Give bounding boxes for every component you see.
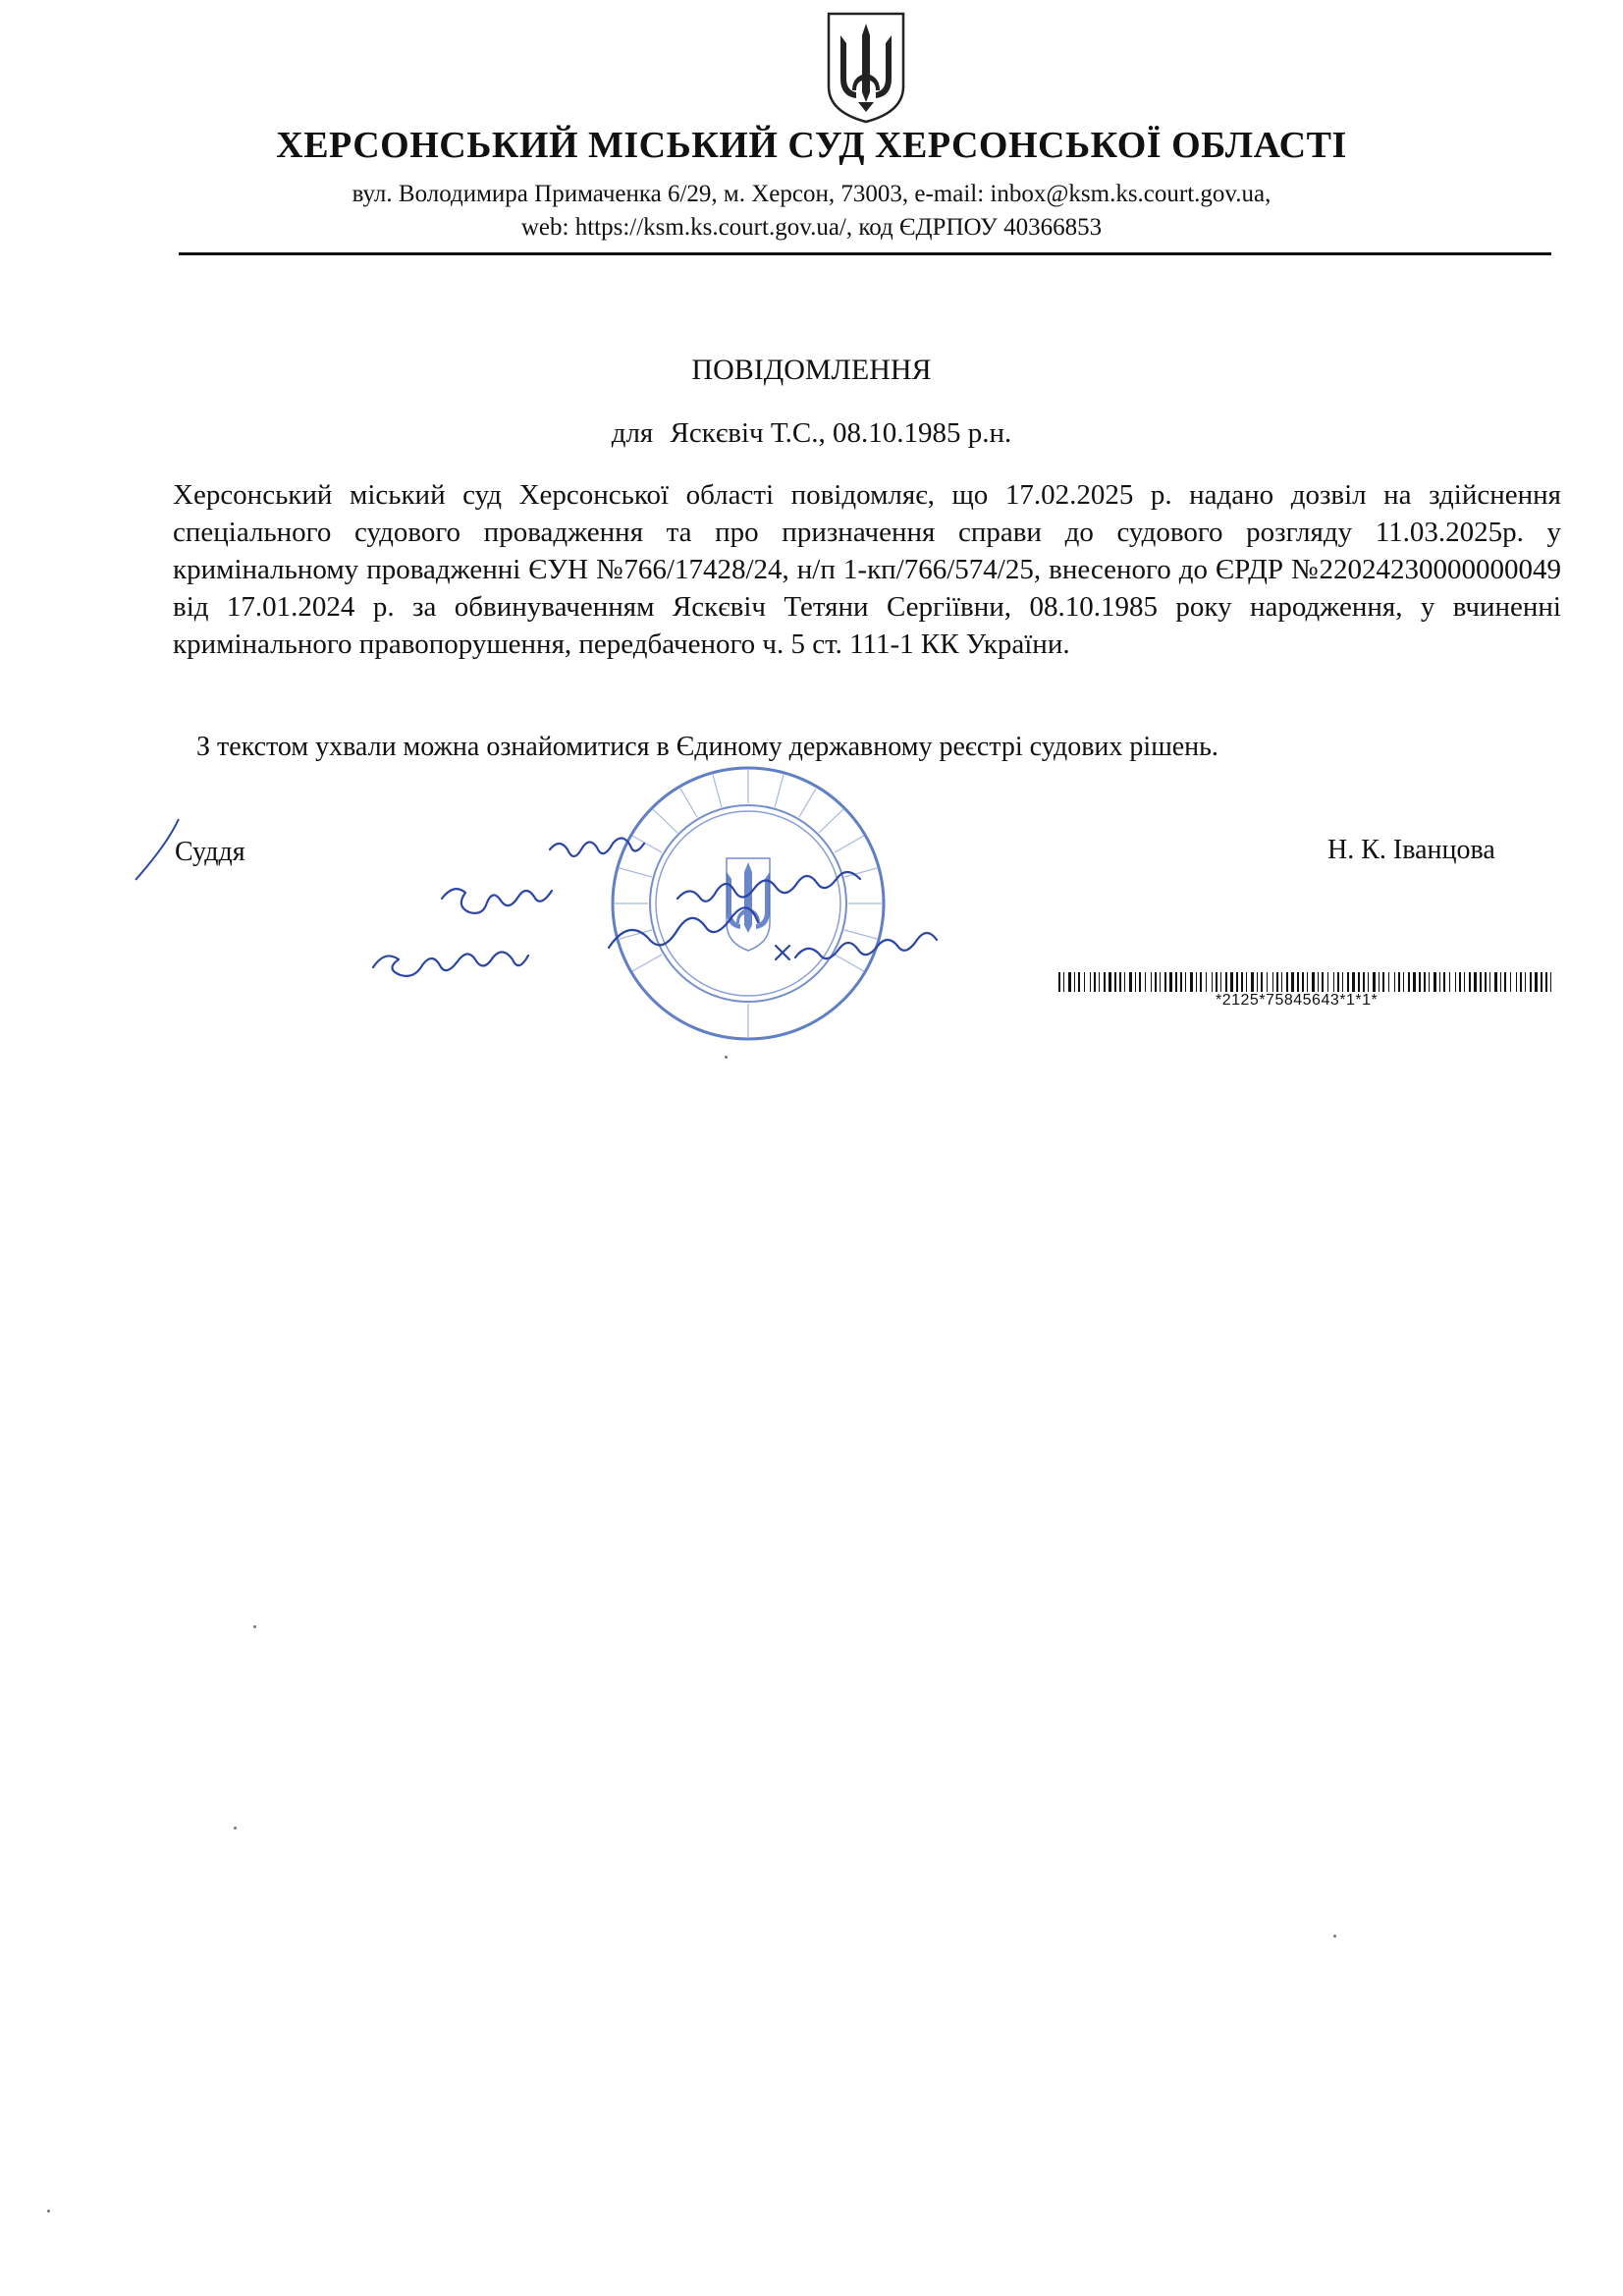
barcode-bar: [1388, 972, 1389, 992]
barcode-bar: [1078, 972, 1080, 992]
barcode-bar: [1403, 972, 1404, 992]
barcode-bar: [1145, 972, 1146, 992]
barcode-bar: [1413, 972, 1416, 992]
barcode-bar: [1058, 972, 1060, 992]
barcode-bar: [1063, 972, 1064, 992]
barcode-bar: [1449, 972, 1450, 992]
barcode-bar: [1175, 972, 1177, 992]
barcode-bar: [1489, 972, 1490, 992]
barcode-number: *2125*75845643*1*1*: [1216, 992, 1379, 1009]
barcode-bar: [1434, 972, 1436, 992]
court-address: вул. Володимира Примаченка 6/29, м. Херсон, 73003, e-mail: inbox@ksm.ks.court.gov.ua,: [352, 181, 1271, 207]
barcode-bar: [1169, 972, 1172, 992]
recipient-prefix: для: [611, 417, 654, 449]
judge-role: Суддя: [175, 837, 245, 867]
barcode-bar: [1135, 972, 1136, 992]
barcode-bar: [1545, 972, 1547, 992]
barcode-bar: [1155, 972, 1157, 992]
notice-body: Херсонський міський суд Херсонської області повідомляє, що 17.02.2025 р. надано дозвіл на здійснення спеціального судового провадження та про призначення справи до судового розгляду 11.03.2025р. у кримінальному провадженні ЄУН №766/17428/24, н/п 1-кп/766/574/25, внесеного до ЄРДР №22024230000000049 від 17.01.2024 р. за обвинуваченням Яскєвіч Тетяни Сергіївни, 08.10.1985 року народження, у вчиненні кримінального правопорушення, передбаченого ч. 5 ст. 111-1 КК України.: [173, 479, 1561, 660]
barcode-bar: [1074, 972, 1075, 992]
barcode-bar: [1094, 972, 1096, 992]
barcode-bar: [1212, 972, 1213, 992]
court-web-code: web: https://ksm.ks.court.gov.ua/, код ЄДРПОУ 40366853: [520, 214, 1103, 241]
barcode-bar: [1474, 972, 1477, 992]
barcode-bar: [1084, 972, 1085, 992]
barcode-bar: [1246, 972, 1247, 992]
barcode-bar: [1286, 972, 1288, 992]
barcode-bar: [1180, 972, 1182, 992]
barcode-bar: [1206, 972, 1207, 992]
barcode-bar: [1241, 972, 1243, 992]
barcode-bar: [1200, 972, 1202, 992]
court-name: ХЕРСОНСЬКИЙ МІСЬКИЙ СУД ХЕРСОНСЬКОЇ ОБЛАСТІ: [276, 125, 1347, 166]
barcode-bar: [1504, 972, 1506, 992]
barcode-bar: [1261, 972, 1263, 992]
barcode-bar: [1352, 972, 1355, 992]
recipient-line: [0, 417, 1623, 450]
barcode-bar: [1114, 972, 1116, 992]
judge-name: Н. К. Іванцова: [1327, 835, 1495, 865]
barcode-bar: [1267, 972, 1268, 992]
barcode-bar: [1494, 972, 1497, 992]
barcode-bar: [1516, 972, 1517, 992]
barcode-bar: [1322, 972, 1324, 992]
barcode-bar: [1464, 972, 1465, 992]
barcode-bar: [1500, 972, 1501, 992]
barcode-bar: [1510, 972, 1511, 992]
barcode-bar: [1424, 972, 1426, 992]
barcode-bar: [1382, 972, 1384, 992]
trident-icon: [823, 10, 909, 126]
barcode-bar: [1342, 972, 1343, 992]
barcode-bar: [1099, 972, 1100, 992]
barcode-bar: [1318, 972, 1319, 992]
barcode-bar: [1230, 972, 1233, 992]
scan-speck: [47, 2210, 50, 2213]
barcode-bar: [1394, 972, 1395, 992]
barcode-bar: [1068, 972, 1071, 992]
barcode-bar: [1272, 972, 1273, 992]
barcode-bar: [1160, 972, 1161, 992]
barcode-bar: [1119, 972, 1121, 992]
barcode-bar: [1337, 972, 1339, 992]
barcode-bar: [1109, 972, 1111, 992]
barcode-bar: [1541, 972, 1542, 992]
barcode-bar: [1302, 972, 1304, 992]
barcode-bar: [1408, 972, 1410, 992]
barcode-bar: [1459, 972, 1461, 992]
scan-speck: [253, 1625, 256, 1628]
barcode-bar: [1124, 972, 1125, 992]
barcode-bar: [1379, 972, 1380, 992]
barcode-bar: [1185, 972, 1186, 992]
barcode-bar: [1429, 972, 1430, 992]
barcode-bar: [1373, 972, 1376, 992]
barcode-bar: [1312, 972, 1315, 992]
barcode-bar: [1291, 972, 1294, 992]
barcode-bar: [1525, 972, 1526, 992]
header-divider: [179, 252, 1551, 255]
scan-speck: [725, 1056, 728, 1059]
barcode-bar: [1297, 972, 1299, 992]
barcode-bar: [1443, 972, 1445, 992]
barcode-bar: [1368, 972, 1369, 992]
scan-speck: [234, 1827, 237, 1830]
barcode-bar: [1225, 972, 1227, 992]
barcode-bar: [1090, 972, 1091, 992]
barcode-bar: [1196, 972, 1197, 992]
barcode-bar: [1104, 972, 1106, 992]
barcode-bar: [1419, 972, 1421, 992]
barcode-bar: [1139, 972, 1141, 992]
barcode-bar: [1307, 972, 1308, 992]
barcode-bar: [1363, 972, 1365, 992]
barcode-bar: [1276, 972, 1278, 992]
barcode-bar: [1530, 972, 1532, 992]
scan-speck: [1333, 1935, 1336, 1938]
barcode-bar: [1151, 972, 1152, 992]
barcode-bar: [1469, 972, 1471, 992]
barcode-bar: [1485, 972, 1487, 992]
barcode-bar: [1220, 972, 1221, 992]
barcode-bar: [1333, 972, 1334, 992]
barcode-bar: [1535, 972, 1538, 992]
barcode-bar: [1190, 972, 1193, 992]
barcode-bar: [1520, 972, 1522, 992]
barcode-bar: [1257, 972, 1258, 992]
handwritten-signature: [363, 830, 1090, 997]
barcode-bar: [1358, 972, 1360, 992]
recipient-name: Яскєвіч Т.С., 08.10.1985 р.н.: [670, 417, 1012, 449]
barcode-bar: [1129, 972, 1132, 992]
barcode-bar: [1251, 972, 1254, 992]
document-title: ПОВІДОМЛЕННЯ: [691, 354, 932, 386]
registry-note: З текстом ухвали можна ознайомитися в Єдиному державному реєстрі судових рішень.: [196, 732, 1218, 762]
barcode-bar: [1164, 972, 1166, 992]
barcode-bar: [1347, 972, 1349, 992]
barcode-bar: [1455, 972, 1456, 992]
barcode-icon: [1058, 972, 1559, 992]
barcode-bar: [1327, 972, 1328, 992]
barcode-bar: [1398, 972, 1400, 992]
barcode-bar: [1439, 972, 1440, 992]
barcode-bar: [1216, 972, 1217, 992]
barcode-bar: [1236, 972, 1238, 992]
barcode-bar: [1550, 972, 1551, 992]
barcode-bar: [1480, 972, 1482, 992]
barcode-bar: [1281, 972, 1282, 992]
